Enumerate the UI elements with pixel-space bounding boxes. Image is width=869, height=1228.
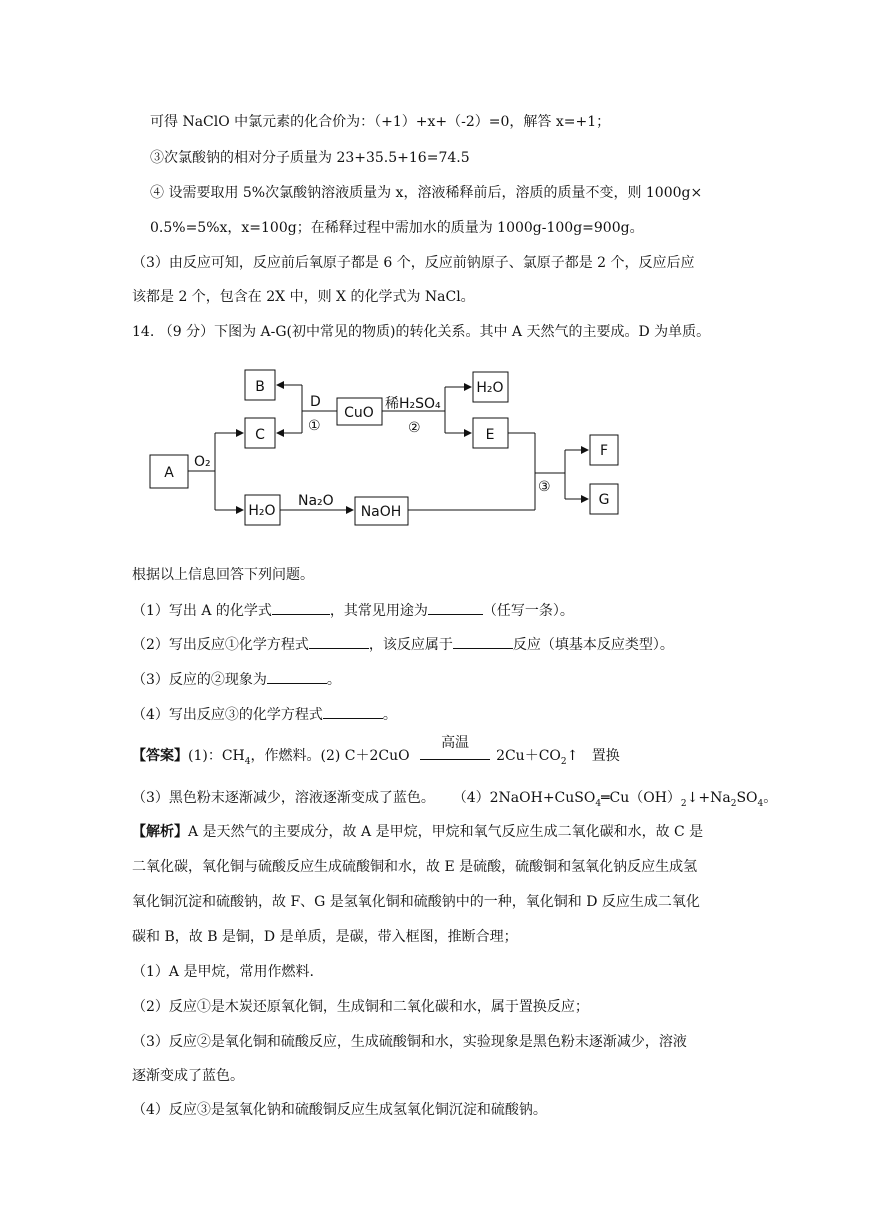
label-c: C: [255, 427, 265, 443]
answer-reaction-type: 置换: [591, 748, 620, 764]
analysis-point-4: （4）反应③是氢氧化钠和硫酸铜反应生成氢氧化铜沉淀和硫酸钠。: [132, 1102, 547, 1118]
label-reaction-3: ③: [538, 479, 551, 495]
q2-blank-type: [453, 634, 513, 649]
answer-sub: 2: [730, 798, 737, 809]
condition-bar: [420, 759, 490, 760]
answer-sub: 4: [595, 798, 602, 809]
answer-text: (1)：CH: [188, 748, 245, 764]
label-na2o: Na₂O: [298, 493, 334, 509]
q1-blank-formula: [272, 600, 330, 615]
answer-text: SO: [736, 790, 758, 806]
answer-text: 。: [763, 790, 778, 806]
analysis-point-3a: （3）反应②是氧化铜和硫酸反应，生成硫酸铜和水，实验现象是黑色粉末逐渐减少，溶液: [132, 1034, 687, 1050]
answer-text: ↓+Na: [686, 790, 731, 806]
q3-text-a: （3）反应的②现象为: [132, 672, 267, 688]
label-d: D: [310, 394, 321, 410]
analysis-line-1: [132, 822, 703, 842]
text-line-part3-2: 该都是 2 个，包含在 2X 中，则 X 的化学式为 NaCl。: [132, 289, 475, 305]
q2-text-a: （2）写出反应①化学方程式: [132, 637, 309, 653]
answer-label: 【答案】: [132, 748, 188, 764]
label-h2o-low: H₂O: [248, 503, 276, 519]
questions-intro: 根据以上信息回答下列问题。: [132, 567, 314, 583]
label-f: F: [599, 443, 609, 459]
label-o2: O₂: [194, 454, 211, 470]
answer-text: 2Cu＋CO: [496, 748, 561, 764]
answer-text: （4）2NaOH+CuSO: [452, 790, 596, 806]
answer-sub: 2: [560, 756, 567, 767]
label-cuo: CuO: [344, 405, 374, 421]
analysis-line-3: 氧化铜沉淀和硫酸钠，故 F、G 是氢氧化铜和硫酸钠中的一种，氧化铜和 D 反应生成二氧化: [132, 894, 700, 910]
text-line-part3-1: （3）由反应可知，反应前后氧原子都是 6 个，反应前钠原子、氯原子都是 2 个，反应后应: [132, 255, 695, 271]
question-14-title: 14. （9 分）下图为 A-G(初中常见的物质)的转化关系。其中 A 天然气的主要成。D 为单质。: [132, 324, 711, 340]
label-b: B: [255, 379, 265, 395]
condition-label: 高温: [441, 735, 470, 751]
q2-text-c: 反应（填基本反应类型）。: [512, 637, 674, 653]
q1-text-b: ，其常见用途为: [329, 603, 428, 619]
text-line-dilution-2: 0.5%=5%x，x=100g；在稀释过程中需加水的质量为 1000g-100g=900g。: [150, 220, 644, 236]
q1-blank-use: [428, 600, 483, 615]
answer-sub: 4: [757, 798, 764, 809]
answer-text: ═Cu（OH）: [601, 790, 681, 806]
text-line-chlorine-valence: 可得 NaClO 中氯元素的化合价为：（+1）+x+（-2）=0，解答 x=+1；: [150, 114, 611, 130]
answer-line-1: [132, 735, 620, 772]
label-h2o-top: H₂O: [476, 380, 504, 396]
q2-blank-equation: [309, 634, 369, 649]
question-3: [132, 669, 341, 690]
analysis-point-3b: 逐渐变成了蓝色。: [132, 1068, 244, 1084]
answer-sub: 4: [244, 756, 251, 767]
conversion-diagram: [140, 360, 630, 535]
label-reaction-1: ①: [308, 418, 321, 434]
text-line-dilution-1: ④ 设需要取用 5%次氯酸钠溶液质量为 x，溶液稀释前后，溶质的质量不变，则 1000g×: [150, 185, 703, 201]
q1-text-c: （任写一条）。: [482, 603, 574, 619]
label-e: E: [485, 427, 495, 443]
label-dilute-h2so4: 稀H₂SO₄: [385, 396, 441, 412]
label-reaction-2: ②: [408, 420, 421, 436]
question-4: [132, 704, 397, 725]
q4-text-a: （4）写出反应③的化学方程式: [132, 707, 323, 723]
label-g: G: [598, 492, 610, 508]
analysis-label: 【解析】: [132, 824, 188, 840]
label-naoh: NaOH: [360, 504, 402, 520]
answer-text: ，作燃料。(2) C＋2CuO: [250, 748, 410, 764]
answer-line-2: [132, 788, 777, 814]
q3-blank: [267, 669, 327, 684]
answer-text: （3）黑色粉末逐渐减少，溶液逐渐变成了蓝色。: [132, 790, 435, 806]
analysis-text: A 是天然气的主要成分，故 A 是甲烷，甲烷和氧气反应生成二氧化碳和水，故 C 是: [188, 824, 704, 840]
text-line-molar-mass: ③次氯酸钠的相对分子质量为 23+35.5+16=74.5: [150, 150, 470, 166]
analysis-point-1: （1）A 是甲烷，常用作燃料.: [132, 964, 314, 980]
q4-text-b: 。: [382, 707, 397, 723]
reaction-condition-arrow: [420, 735, 490, 760]
question-2: [132, 634, 674, 655]
answer-text: ↑: [566, 748, 579, 764]
q2-text-b: ，该反应属于: [368, 637, 453, 653]
analysis-line-4: 碳和 B，故 B 是铜，D 是单质，是碳，带入框图，推断合理；: [132, 929, 518, 945]
question-1: [132, 600, 574, 621]
analysis-line-2: 二氧化碳，氧化铜与硫酸反应生成硫酸铜和水，故 E 是硫酸，硫酸铜和氢氧化钠反应生成氢: [132, 859, 698, 875]
answer-sub: 2: [680, 798, 687, 809]
q4-blank: [323, 704, 383, 719]
q1-text-a: （1）写出 A 的化学式: [132, 603, 272, 619]
label-a: A: [164, 465, 174, 481]
analysis-point-2: （2）反应①是木炭还原氧化铜，生成铜和二氧化碳和水，属于置换反应；: [132, 999, 589, 1015]
q3-text-b: 。: [326, 672, 341, 688]
